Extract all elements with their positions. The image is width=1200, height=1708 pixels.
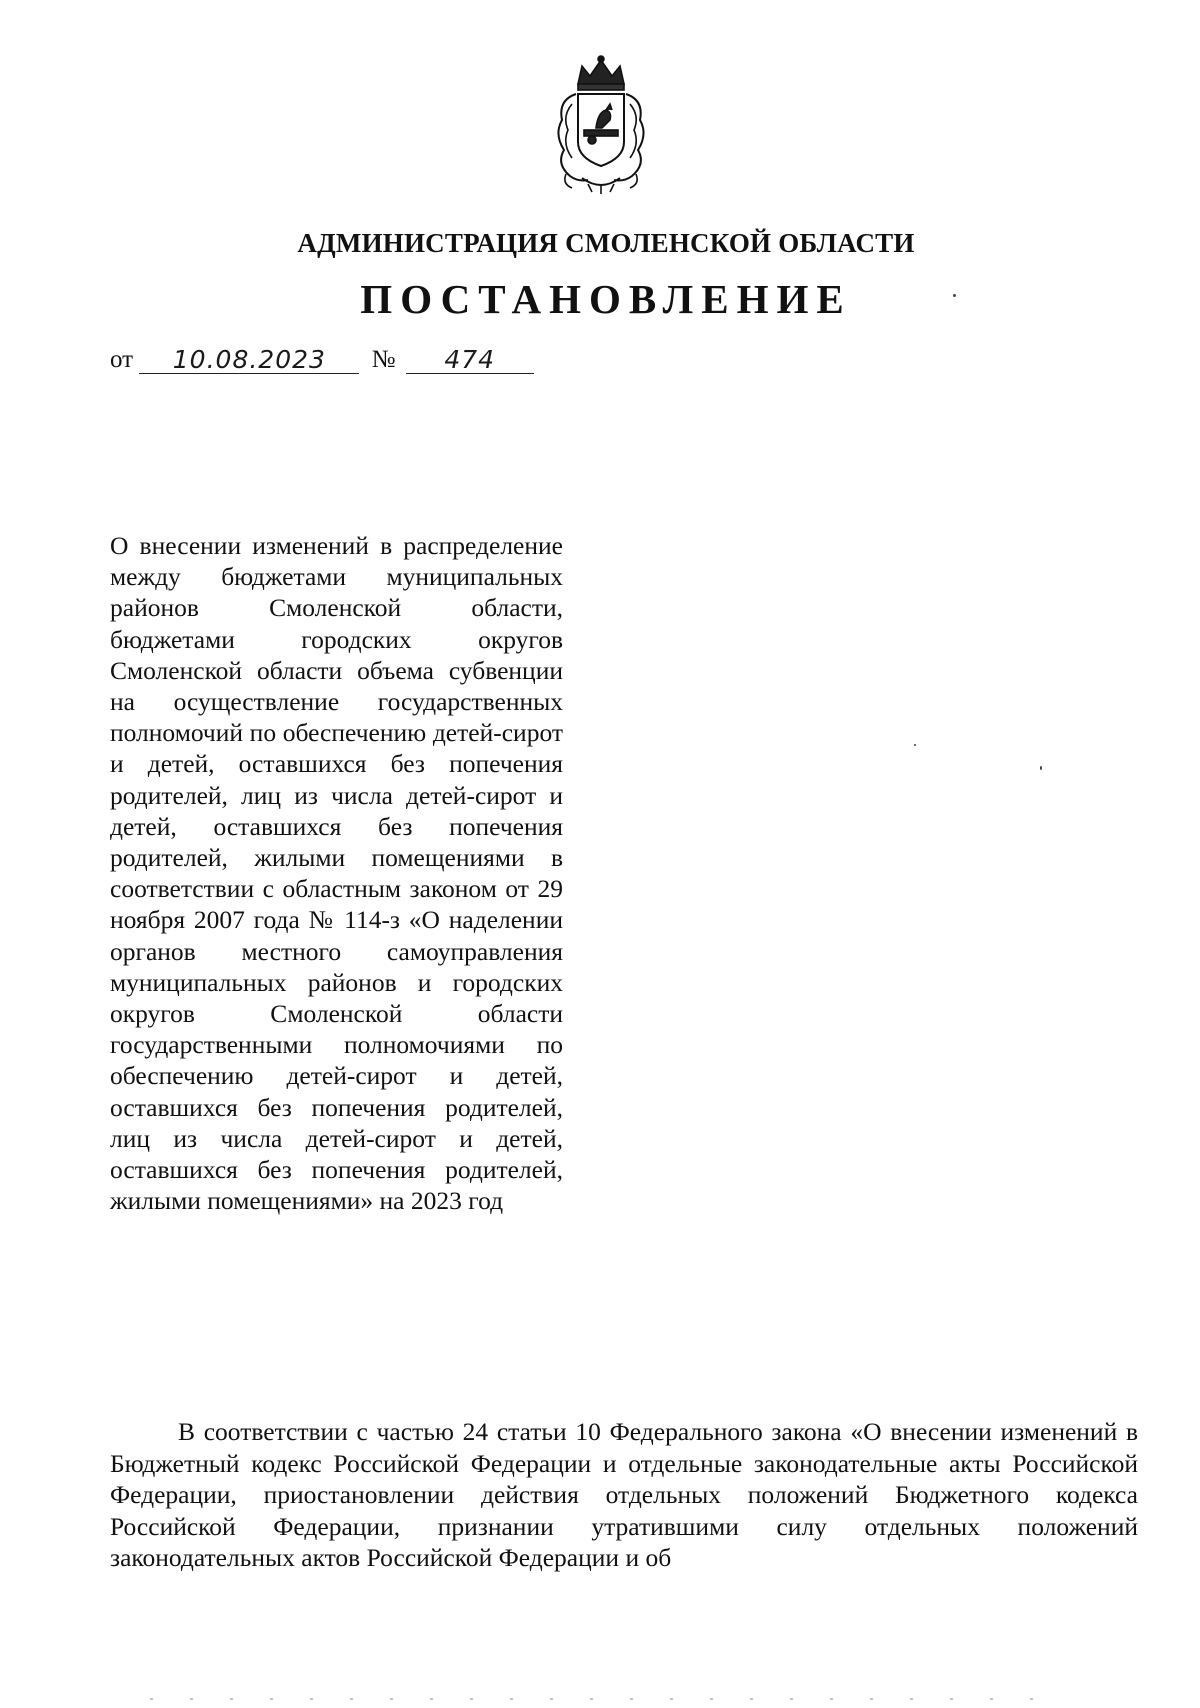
date-value: 10.08.2023 [172,345,326,374]
coat-of-arms-icon [548,54,654,194]
date-field [139,345,359,374]
document-title: О внесении изменений в распределение между бюджетами муниципальных районов Смоленской области, бюджетами городских округов Смоленской области объема субвенции на осуществление государственных полномочий по обеспечению детей-сирот и детей, оставшихся без попечения родителей, лиц из числа детей-сирот и детей, оставшихся без попечения родителей, жилыми помещениями в соответствии с областным законом от 29 ноября 2007 года № 114-з «О наделении органов местного самоуправления муниципальных районов и городских округов Смоленской области государственными полномочиями по обеспечению детей-сирот и детей, оставшихся без попечения родителей, лиц из числа детей-сирот и детей, оставшихся без попечения родителей, жилыми помещениями» на 2023 год [110,531,563,1216]
number-label: № [371,346,396,373]
organization-name: АДМИНИСТРАЦИЯ СМОЛЕНСКОЙ ОБЛАСТИ [297,228,915,258]
scan-speck [953,294,956,297]
document-type: ПОСТАНОВЛЕНИЕ [360,276,852,322]
number-field [406,345,534,374]
registration-line [110,345,534,374]
scan-speck [1040,766,1042,770]
scan-edge [150,1698,1050,1700]
scan-speck [914,744,916,746]
number-value: 474 [444,345,496,374]
preamble-paragraph: В соответствии с частью 24 статьи 10 Федерального закона «О внесении изменений в Бюджетный кодекс Российской Федерации и отдельные законодательные акты Российской Федерации, приостановлении действия отдельных положений Бюджетного кодекса Российской Федерации, признании утратившими силу отдельных положений законодательных актов Российской Федерации и об [110,1417,1138,1572]
date-label: от [110,346,134,373]
